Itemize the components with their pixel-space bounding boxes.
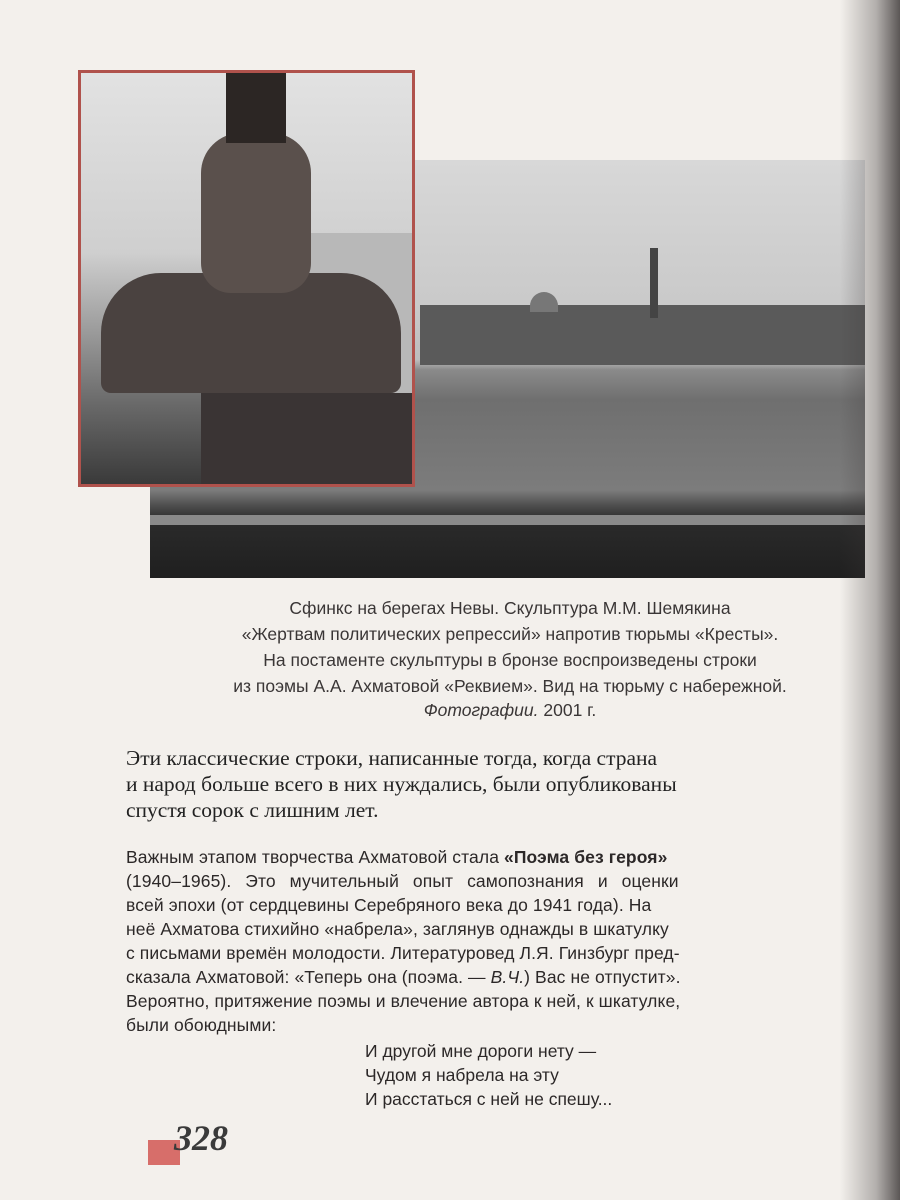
body-line: и народ больше всего в них нуждались, были опубликованы <box>126 772 677 796</box>
sans-line: неё Ахматова стихийно «набрела», заглянув однажды в шкатулку <box>126 919 669 939</box>
embankment-parapet <box>150 515 865 525</box>
caption-line: из поэмы А.А. Ахматовой «Реквием». Вид на тюрьму с набережной. <box>233 676 787 696</box>
caption-year: 2001 г. <box>538 700 597 720</box>
text: ) Вас не отпустит». <box>524 967 681 987</box>
page-gutter-shadow <box>840 0 900 1200</box>
sans-line <box>126 967 681 988</box>
poem-line: И другой мне дороги нету — <box>365 1041 597 1061</box>
text: Важным этапом творчества Ахматовой стала <box>126 847 504 867</box>
text: сказала Ахматовой: «Теперь она (поэма. — <box>126 967 491 987</box>
page-number: 328 <box>174 1118 228 1158</box>
body-line: спустя сорок с лишним лет. <box>126 798 379 822</box>
body-line: Эти классические строки, написанные тогда, когда страна <box>126 746 658 770</box>
sans-line: были обоюдными: <box>126 1015 277 1035</box>
sans-line <box>126 847 667 868</box>
prison-buildings <box>420 305 865 365</box>
poem-title: «Поэма без героя» <box>503 847 668 867</box>
caption-line: На постаменте скульптуры в бронзе воспроизведены строки <box>263 650 757 670</box>
caption-line: Сфинкс на берегах Невы. Скульптура М.М. Шемякина <box>289 598 731 618</box>
chimney <box>650 248 658 318</box>
sans-line: Вероятно, притяжение поэмы и влечение автора к ней, к шкатулке, <box>126 991 681 1011</box>
author-initials: В.Ч. <box>490 967 525 987</box>
poem-line: Чудом я набрела на эту <box>365 1065 559 1085</box>
dome <box>530 292 558 312</box>
caption-line <box>100 700 900 721</box>
sans-line: (1940–1965). Это мучительный опыт самопознания и оценки <box>126 871 679 891</box>
sphinx-crown <box>226 73 286 143</box>
pedestal <box>201 393 412 484</box>
caption-line: «Жертвам политических репрессий» напротив тюрьмы «Кресты». <box>241 624 779 644</box>
photo-sphinx-sculpture <box>78 70 415 487</box>
poem-line: И расстаться с ней не спешу... <box>365 1089 613 1109</box>
sphinx-head <box>201 133 311 293</box>
sans-line: с письмами времён молодости. Литературовед Л.Я. Гинзбург пред- <box>126 943 680 963</box>
caption-italic: Фотографии. <box>423 700 539 720</box>
sans-line: всей эпохи (от сердцевины Серебряного века до 1941 года). На <box>126 895 652 915</box>
